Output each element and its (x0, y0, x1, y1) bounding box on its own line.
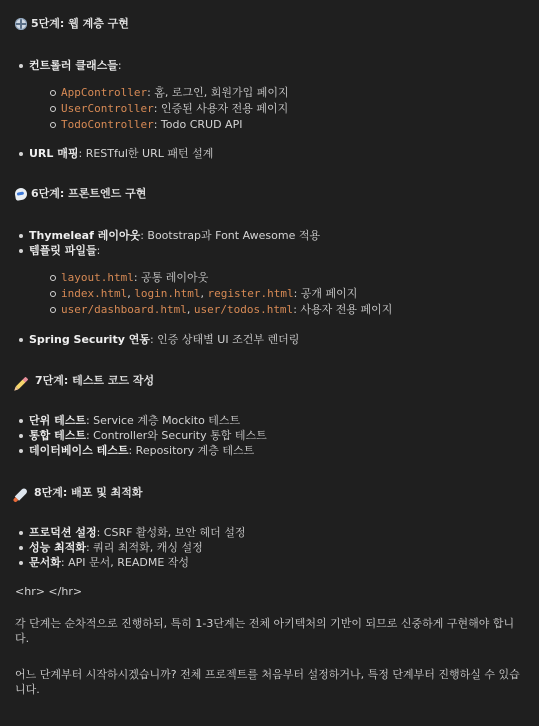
documentation-label: 문서화 (29, 556, 61, 569)
separator: , (127, 287, 135, 300)
bullet-dot (19, 531, 23, 535)
list-item-production (19, 525, 246, 540)
user-pages-text: : 사용자 전용 페이지 (293, 303, 393, 316)
hr-literal-text: <hr> </hr> (15, 585, 83, 598)
dashboard-html-code: user/dashboard.html (61, 303, 187, 316)
unit-test-text: : Service 계층 Mockito 테스트 (85, 414, 241, 427)
bullet-dot (19, 152, 23, 156)
integration-test-text: : Controller와 Security 통합 테스트 (85, 429, 267, 442)
sub-item-app-controller (50, 85, 289, 100)
performance-label: 성능 최적화 (29, 541, 86, 554)
production-text: : CSRF 활성화, 보안 헤더 설정 (96, 526, 246, 539)
list-item-unit-test (19, 413, 240, 428)
production-label: 프로덕션 설정 (29, 526, 97, 539)
bullet-dot (19, 434, 23, 438)
templates-suffix: : (96, 244, 101, 257)
section-5-title-text: 5단계: 웹 계층 구현 (31, 17, 129, 30)
separator: , (200, 287, 208, 300)
db-test-label: 데이터베이스 테스트 (29, 444, 129, 457)
speech-balloon-icon (14, 187, 28, 201)
user-controller-text: : 인증된 사용자 전용 페이지 (153, 102, 289, 115)
sub-item-user-pages (50, 302, 392, 317)
security-text: : 인증 상태별 UI 조건부 렌더링 (149, 333, 300, 346)
register-html-code: register.html (207, 287, 294, 300)
db-test-text: : Repository 계층 테스트 (128, 444, 255, 457)
login-html-code: login.html (134, 287, 201, 300)
sub-item-public-pages (50, 286, 357, 301)
app-controller-code: AppController (61, 86, 148, 99)
bullet-dot (19, 64, 23, 68)
section-7-title-text: 7단계: 테스트 코드 작성 (35, 374, 155, 387)
layout-text: : Bootstrap과 Font Awesome 적용 (140, 229, 321, 242)
list-item-templates (19, 243, 100, 258)
sub-bullet (50, 90, 56, 96)
paragraph-start-question: 어느 단계부터 시작하시겠습니까? 전체 프로젝트를 처음부터 설정하거나, 특정 단계부터 진행하실 수 있습니다. (15, 668, 520, 696)
section-7-title (15, 373, 154, 388)
separator: , (186, 303, 194, 316)
todos-html-code: user/todos.html (193, 303, 294, 316)
list-item-integration-test (19, 428, 267, 443)
integration-test-label: 통합 테스트 (29, 429, 86, 442)
bullet-dot (19, 546, 23, 550)
unit-test-label: 단위 테스트 (29, 414, 86, 427)
list-item-controllers (19, 58, 122, 73)
list-item-spring-security (19, 332, 299, 347)
todo-controller-code: TodoController (61, 118, 154, 131)
bullet-dot (19, 249, 23, 253)
sub-item-user-controller (50, 101, 288, 116)
sub-bullet (50, 307, 56, 313)
bullet-dot (19, 338, 23, 342)
sub-bullet (50, 106, 56, 112)
index-html-code: index.html (61, 287, 128, 300)
layout-html-code: layout.html (61, 271, 134, 284)
sub-bullet (50, 122, 56, 128)
rocket-icon (15, 487, 28, 500)
list-item-url-mapping (19, 146, 213, 161)
pencil-icon (16, 376, 29, 389)
list-item-performance (19, 540, 203, 555)
performance-text: : 쿼리 최적화, 캐싱 설정 (85, 541, 203, 554)
sub-bullet (50, 291, 56, 297)
security-label: Spring Security 연동 (29, 333, 150, 346)
sub-item-layout-html (50, 270, 208, 285)
controllers-suffix: : (117, 59, 122, 72)
list-item-thymeleaf (19, 228, 320, 243)
bullet-dot (19, 234, 23, 238)
paragraph-sequence-note: 각 단계는 순차적으로 진행하되, 특히 1-3단계는 전체 아키텍처의 기반이 되므로 신중하게 구현해야 합니다. (15, 617, 515, 645)
bullet-dot (19, 449, 23, 453)
bullet-dot (19, 419, 23, 423)
section-6-title-text: 6단계: 프론트엔드 구현 (31, 187, 147, 200)
bullet-dot (19, 561, 23, 565)
list-item-db-test (19, 443, 254, 458)
controllers-label: 컨트롤러 클래스들 (29, 59, 118, 72)
section-8-title-text: 8단계: 배포 및 최적화 (34, 486, 143, 499)
url-text: : RESTful한 URL 패턴 설계 (78, 147, 214, 160)
section-8-title (15, 485, 143, 500)
sub-item-todo-controller (50, 117, 242, 132)
templates-label: 템플릿 파일들 (29, 244, 97, 257)
section-5-title (15, 16, 129, 31)
section-6-title (15, 186, 146, 201)
public-pages-text: : 공개 페이지 (293, 287, 358, 300)
layout-html-text: : 공통 레이아웃 (133, 271, 209, 284)
list-item-documentation (19, 555, 189, 570)
app-controller-text: : 홈, 로그인, 회원가입 페이지 (147, 86, 289, 99)
layout-label: Thymeleaf 레이아웃 (29, 229, 141, 242)
user-controller-code: UserController (61, 102, 154, 115)
globe-icon (15, 18, 27, 30)
url-label: URL 매핑 (29, 147, 79, 160)
todo-controller-text: : Todo CRUD API (153, 118, 243, 131)
sub-bullet (50, 275, 56, 281)
documentation-text: : API 문서, README 작성 (60, 556, 190, 569)
